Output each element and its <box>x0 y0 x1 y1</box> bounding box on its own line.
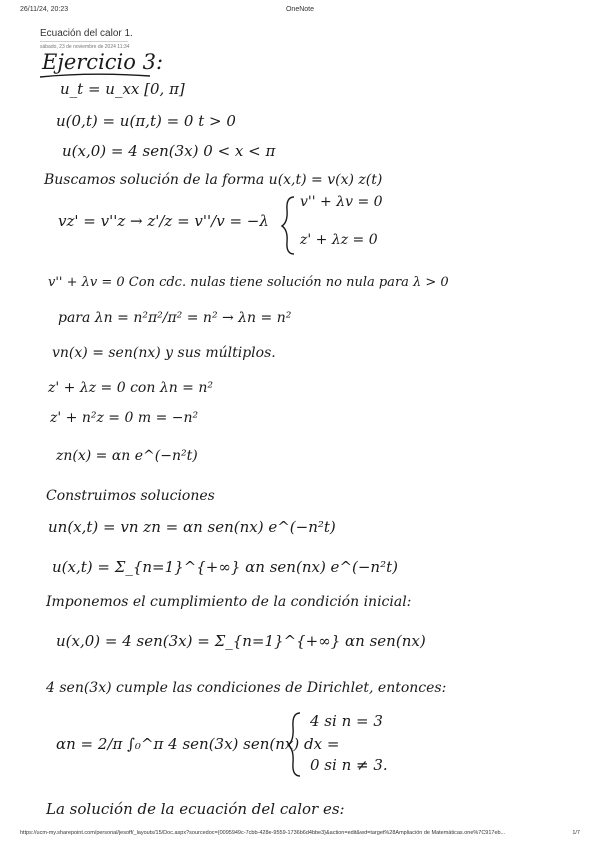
line-impose: Imponemos el cumplimiento de la condición inicial: <box>46 594 412 610</box>
eq-z-char: z' + n²z = 0 m = −n² <box>50 410 199 426</box>
eq-vn: vn(x) = sen(nx) y sus múltiplos. <box>52 345 276 361</box>
page-timestamp: sábado, 23 de noviembre de 2024 11:34 <box>40 44 130 50</box>
eq-initial-series: u(x,0) = 4 sen(3x) = Σ_{n=1}^{+∞} αn sen(nx) <box>56 632 426 650</box>
print-date: 26/11/24, 20:23 <box>20 6 69 13</box>
eq-separated: vz' = v''z → z'/z = v''/v = −λ <box>58 212 269 230</box>
eq-boundary: u(0,t) = u(π,t) = 0 t > 0 <box>56 112 236 130</box>
page-number: 1/7 <box>572 830 580 836</box>
eq-alpha-case-3: 4 si n = 3 <box>310 712 383 730</box>
eq-z: z' + λz = 0 con λn = n² <box>48 380 213 396</box>
eq-pde: u_t = u_xx [0, π] <box>60 80 185 98</box>
eq-alpha-case-other: 0 si n ≠ 3. <box>310 756 388 774</box>
print-url: https://ucm-my.sharepoint.com/personal/jesoff/_layouts/15/Doc.aspx?sourcedoc={0095949c-7cbb-428e-9559-1736b6d4bbe3}&action=edit&wd=target%28Ampliación de Matemáticas.one%7C917eb... <box>20 830 506 836</box>
eq-lambda: para λn = n²π²/π² = n² → λn = n² <box>58 310 292 326</box>
print-app-name: OneNote <box>285 6 315 13</box>
heading-underline <box>40 74 150 77</box>
eq-alpha: αn = 2/π ∫₀^π 4 sen(3x) sen(nx) dx = <box>56 735 340 753</box>
eq-zn: zn(x) = αn e^(−n²t) <box>56 448 198 464</box>
line-dirichlet: 4 sen(3x) cumple las condiciones de Dirichlet, entonces: <box>46 680 447 696</box>
line-solution: La solución de la ecuación del calor es: <box>46 800 345 818</box>
eq-un: un(x,t) = vn zn = αn sen(nx) e^(−n²t) <box>48 518 336 536</box>
line-construct: Construimos soluciones <box>46 488 215 504</box>
line-separation: Buscamos solución de la forma u(x,t) = v(x) z(t) <box>44 172 383 188</box>
eq-system-v: v'' + λv = 0 <box>300 194 383 210</box>
system-brace <box>282 197 294 254</box>
eq-system-z: z' + λz = 0 <box>300 232 378 248</box>
eq-series: u(x,t) = Σ_{n=1}^{+∞} αn sen(nx) e^(−n²t) <box>52 558 398 576</box>
exercise-heading: Ejercicio 3: <box>42 50 164 74</box>
page-title: Ecuación del calor 1. <box>40 28 133 39</box>
line-eigen: v'' + λv = 0 Con cdc. nulas tiene solución no nula para λ > 0 <box>48 275 449 290</box>
eq-initial: u(x,0) = 4 sen(3x) 0 < x < π <box>62 142 276 160</box>
